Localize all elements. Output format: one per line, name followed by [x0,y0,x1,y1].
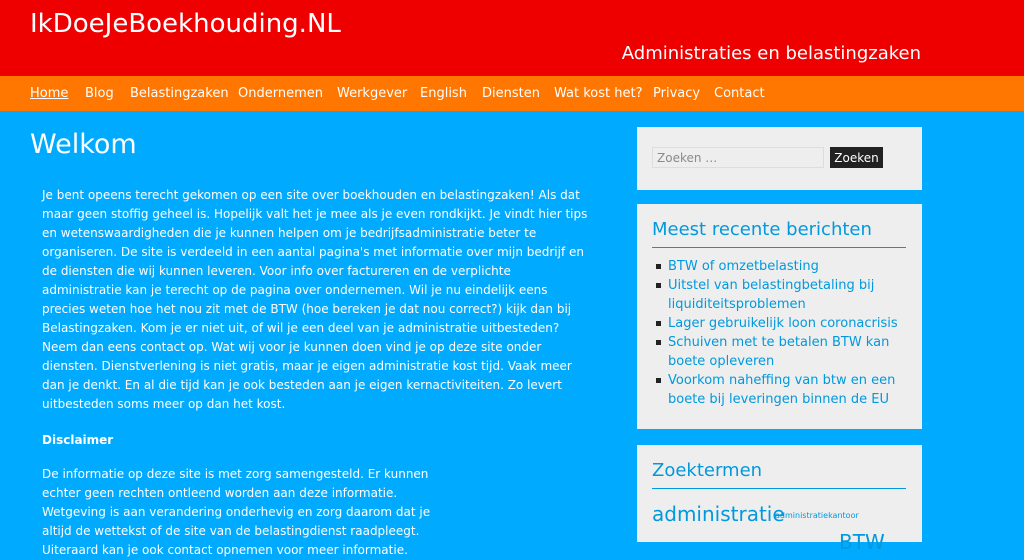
bullet-icon [656,378,661,383]
recent-post-item[interactable] [652,371,912,409]
recent-post-item[interactable] [652,333,912,371]
bullet-icon [656,340,661,345]
recent-post-link[interactable]: Schuiven met te betalen BTW kan boete opleveren [668,335,890,369]
recent-post-item[interactable] [652,276,912,314]
site-header [0,0,1024,76]
site-title[interactable]: IkDoeJeBoekhouding.NL [30,9,341,39]
site-tagline: Administraties en belastingzaken [621,43,921,64]
intro-paragraph: Je bent opeens terecht gekomen op een site over boekhouden en belastingzaken! Als dat maar geen stoffig geheel is. Hopelijk valt het je mee als je even rondkijkt. Je vindt hier tips en wetenswaardigheden die je kunnen helpen om je bedrijfsadministratie beter te organiseren. De site is verdeeld in een aantal pagina's met informatie over mijn bedrijf en de diensten die wij kunnen leveren. Voor info over factureren en de verplichte administratie kan je terecht op de pagina over ondernemen. Wil je nu eindelijk eens precies weten hoe het nou zit met de BTW (hoe bereken je dat nou correct?) kijk dan bij Belastingzaken. Kom je er niet uit, of wil je een deel van je administratie uitbesteden? Neem dan eens contact op. Wat wij voor je kunnen doen vind je op deze site onder diensten. Dienstverlening is niet gratis, maar je eigen administratie kost tijd. Vaak meer dan je denkt. En al die tijd kan je ook besteden aan je eigen kernactiviteiten. Zo levert uitbesteden soms meer op dan het kost. [42,188,588,411]
main-nav [0,76,1024,111]
nav-item-home[interactable]: Home [30,86,69,101]
nav-item-english[interactable]: English [420,86,467,101]
recent-post-link[interactable]: Uitstel van belastingbetaling bij liquiditeitsproblemen [668,278,875,312]
nav-item-belastingzaken[interactable]: Belastingzaken [130,86,229,101]
recent-posts-widget [637,204,922,429]
disclaimer-heading: Disclaimer [42,433,114,447]
nav-item-werkgever[interactable]: Werkgever [337,86,408,101]
recent-post-link[interactable]: BTW of omzetbelasting [668,259,819,274]
recent-post-item[interactable] [652,257,912,276]
nav-item-blog[interactable]: Blog [85,86,114,101]
nav-item-wat-kost-het[interactable]: Wat kost het? [554,86,643,101]
recent-post-link[interactable]: Voorkom naheffing van btw en een boete bij leveringen binnen de EU [668,373,896,407]
recent-posts-title: Meest recente berichten [652,218,906,248]
disclaimer-paragraph: De informatie op deze site is met zorg samengesteld. Er kunnen echter geen rechten ontleend worden aan deze informatie. Wetgeving is aan verandering onderhevig en zorg daarom dat je altijd de wettekst of de site van de belastingdienst raadpleegt. Uiteraard kan je ook contact opnemen voor meer informatie. [42,467,431,557]
nav-item-diensten[interactable]: Diensten [482,86,540,101]
recent-post-item[interactable] [652,314,912,333]
search-button[interactable]: Zoeken [830,147,883,168]
bullet-icon [656,321,661,326]
recent-posts-list [652,257,912,409]
nav-item-contact[interactable]: Contact [714,86,765,101]
bullet-icon [656,264,661,269]
recent-post-link[interactable]: Lager gebruikelijk loon coronacrisis [668,316,898,331]
page-title: Welkom [30,129,137,160]
search-input[interactable] [652,147,824,168]
tag-cloud-title: Zoektermen [652,459,906,489]
main-content [42,186,590,560]
tag-btw[interactable]: BTW [839,530,885,554]
search-widget [637,127,922,190]
tag-administratie[interactable]: administratie [652,502,785,526]
nav-item-privacy[interactable]: Privacy [653,86,701,101]
tag-cloud-widget [637,445,922,554]
bullet-icon [656,283,661,288]
tag-administratiekantoor[interactable]: administratiekantoor [775,511,859,520]
nav-item-ondernemen[interactable]: Ondernemen [238,86,323,101]
